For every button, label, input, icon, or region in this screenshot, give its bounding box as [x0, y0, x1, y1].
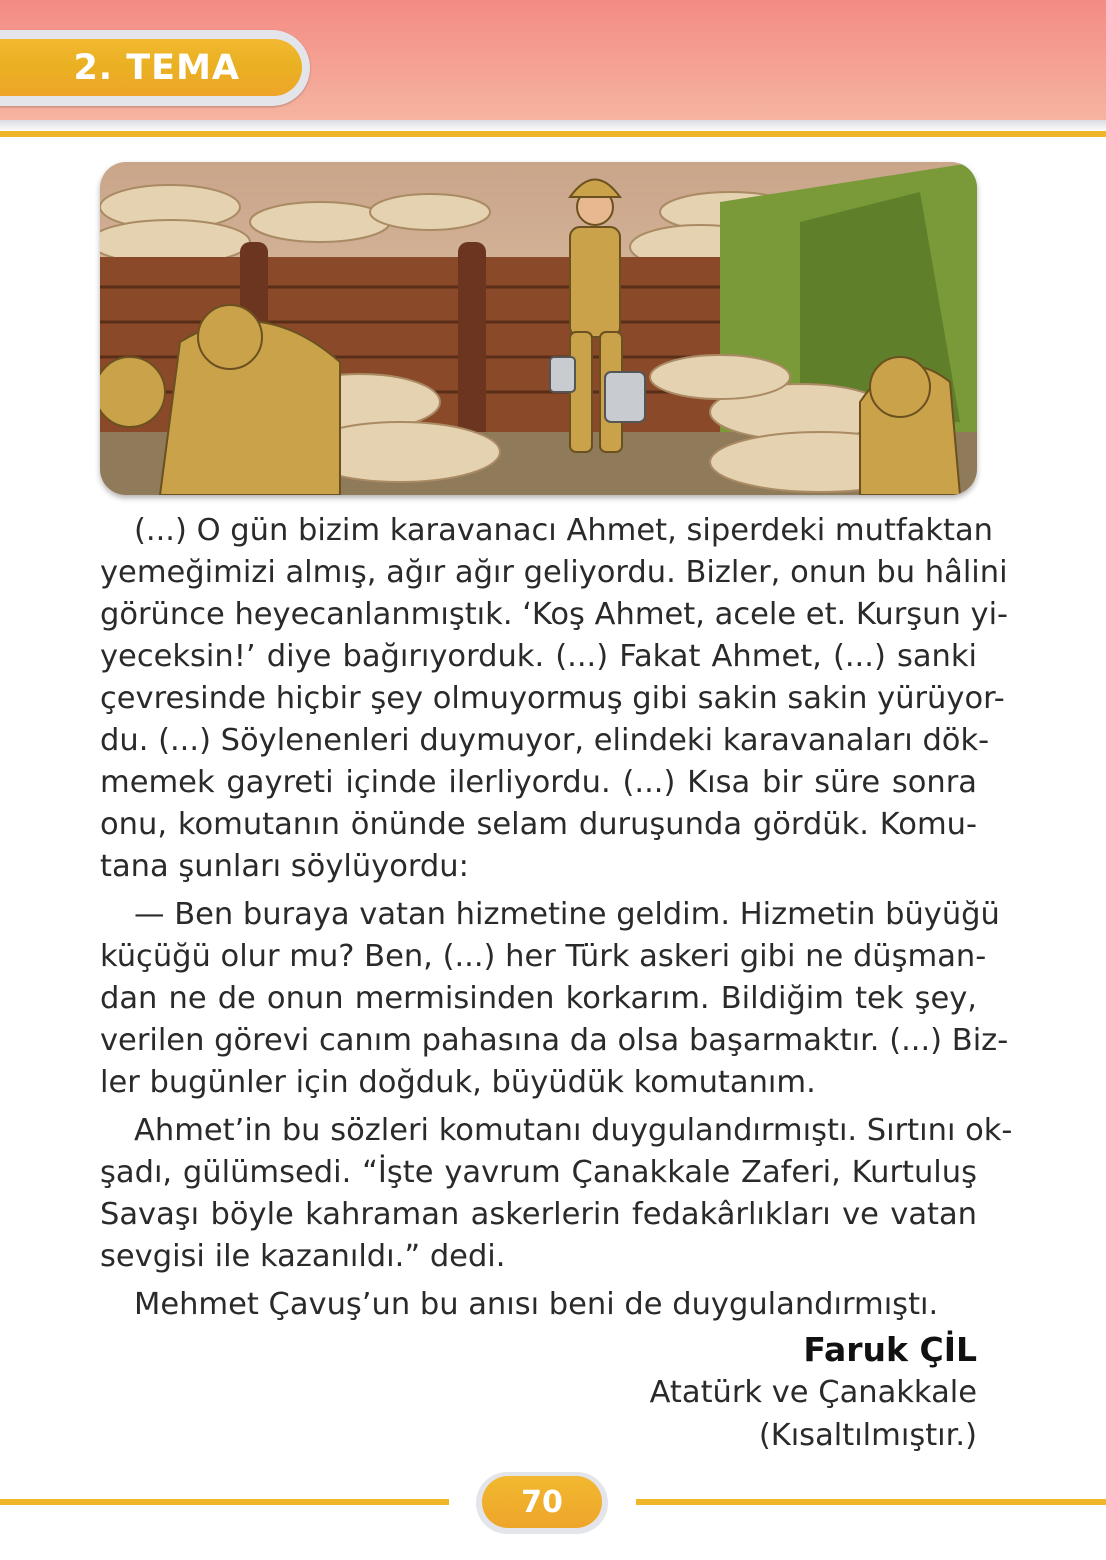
paragraph — [100, 894, 1009, 1104]
story-illustration — [100, 162, 977, 495]
text-line: Ahmet’in bu sözleri komutanı duygulandırmıştı. Sırtını ok- — [134, 1113, 1013, 1148]
theme-label: 2. TEMA — [73, 47, 240, 88]
source-book: Atatürk ve Çanakkale — [649, 1375, 977, 1410]
footer-line-left — [0, 1499, 449, 1505]
source-author: Faruk ÇİL — [803, 1330, 977, 1369]
text-line: dan ne de onun mermisinden korkarım. Bildiğim tek şey, — [100, 981, 977, 1016]
story-text — [100, 510, 1013, 1326]
text-line: — Ben buraya vatan hizmetine geldim. Hizmetin büyüğü — [134, 897, 1000, 932]
header-accent-line — [0, 131, 1106, 137]
text-line: yeceksin!’ diye bağırıyorduk. (...) Fakat Ahmet, (...) sanki — [100, 639, 977, 674]
text-line: tana şunları söylüyordu: — [100, 849, 469, 884]
text-line: küçüğü olur mu? Ben, (...) her Türk askeri gibi ne düşman- — [100, 939, 987, 974]
text-line: du. (...) Söylenenleri duymuyor, elindeki karavanaları dök- — [100, 723, 990, 758]
text-line: memek gayreti içinde ilerliyordu. (...) Kısa bir süre sonra — [100, 765, 977, 800]
paragraph — [100, 1110, 1013, 1278]
text-line: Mehmet Çavuş’un bu anısı beni de duygulandırmıştı. — [134, 1287, 939, 1322]
text-line: sevgisi ile kazanıldı.” dedi. — [100, 1239, 506, 1274]
text-line: ler bugünler için doğduk, büyüdük komutanım. — [100, 1065, 816, 1100]
text-line: çevresinde hiçbir şey olmuyormuş gibi sakin sakin yürüyor- — [100, 681, 1005, 716]
theme-badge — [0, 39, 302, 96]
text-line: onu, komutanın önünde selam duruşunda gördük. Komu- — [100, 807, 977, 842]
paragraph — [100, 1284, 977, 1326]
source-note: (Kısaltılmıştır.) — [758, 1418, 977, 1453]
text-line: Savaşı böyle kahraman askerlerin fedakârlıkları ve vatan — [100, 1197, 977, 1232]
text-line: şadı, gülümsedi. “İşte yavrum Çanakkale Zaferi, Kurtuluş — [100, 1155, 977, 1190]
trench-scene-image — [100, 162, 977, 495]
text-line: verilen görevi canım pahasına da olsa başarmaktır. (...) Biz- — [100, 1023, 1009, 1058]
text-line: (...) O gün bizim karavanacı Ahmet, siperdeki mutfaktan — [134, 513, 994, 548]
page-number: 70 — [482, 1476, 602, 1528]
text-line: yemeğimizi almış, ağır ağır geliyordu. Bizler, onun bu hâlini — [100, 555, 1008, 590]
text-line: görünce heyecanlanmıştık. ‘Koş Ahmet, acele et. Kurşun yi- — [100, 597, 1009, 632]
paragraph — [100, 510, 1009, 888]
footer-line-right — [636, 1499, 1106, 1505]
